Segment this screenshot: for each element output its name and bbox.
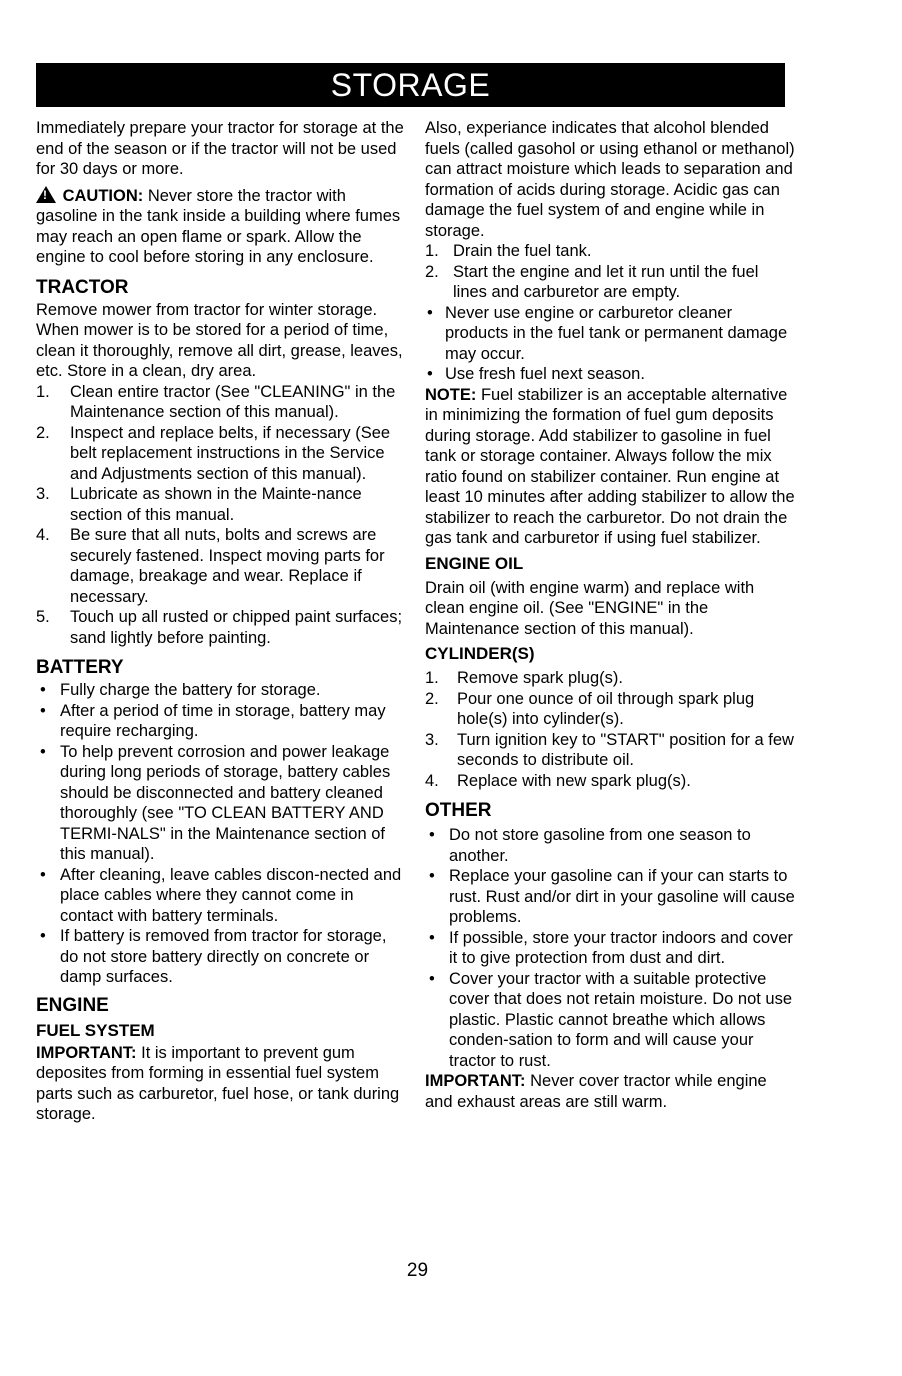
alcohol-fuel-paragraph: Also, experiance indicates that alcohol blended fuels (called gasohol or using ethanol or methanol) can attract moisture which leads to separation and formation of acids during storage. Acidic gas can damage the fuel system of and engine while in storage. — [425, 119, 795, 240]
battery-heading: BATTERY — [36, 657, 124, 678]
other-heading: OTHER — [425, 800, 492, 821]
list-item: • Use fresh fuel next season. — [427, 365, 645, 383]
list-item: • After cleaning, leave cables discon-nected and place cables where they cannot come in contact with battery terminals. — [40, 865, 402, 925]
right-column — [425, 118, 795, 1112]
list-item: 1. Drain the fuel tank. — [425, 242, 592, 260]
engine-heading: ENGINE — [36, 994, 109, 1016]
list-item: • If battery is removed from tractor for storage, do not store battery directly on concrete or damp surfaces. — [40, 927, 387, 986]
important-text: Never cover tractor while engine and exhaust areas are still warm. — [425, 1072, 767, 1111]
list-item: • Never use engine or carburetor cleaner products in the fuel tank or permanent damage may occur. — [427, 303, 788, 363]
list-item: 4. Be sure that all nuts, bolts and screws are securely fastened. Inspect moving parts for damage, breakage and wear. Replace if necessary. — [36, 526, 385, 606]
note-paragraph — [425, 385, 795, 549]
important-text: It is important to prevent gum deposites from forming in essential fuel system parts such as carburetor, fuel hose, or tank during storage. — [36, 1043, 400, 1123]
list-item: • Replace your gasoline can if your can starts to rust. Rust and/or dirt in your gasoline will cause problems. — [429, 867, 795, 926]
engine-oil-paragraph: Drain oil (with engine warm) and replace with clean engine oil. (See "ENGINE" in the Maintenance section of this manual). — [425, 578, 755, 638]
list-item: 2. Pour one ounce of oil through spark plug hole(s) into cylinder(s). — [425, 689, 755, 728]
important-label: IMPORTANT: — [425, 1072, 526, 1090]
battery-bullets-list — [36, 680, 408, 988]
important-label: IMPORTANT: — [36, 1043, 137, 1062]
list-item: 3. Turn ignition key to "START" position for a few seconds to distribute oil. — [425, 730, 794, 769]
important-paragraph — [36, 1043, 408, 1125]
list-item: 2. Inspect and replace belts, if necessary (See belt replacement instructions in the Service and Adjustments section of this manual). — [36, 423, 391, 483]
note-text: Fuel stabilizer is an acceptable alternative in minimizing the formation of fuel gum deposits during storage. Add stabilizer to gasoline in fuel tank or storage container. Always follow the mix ratio found on stabilizer container. Run engine at least 10 minutes after adding stabilizer to allow the stabilizer to reach the carburetor. Do not drain the gas tank and carburetor if using fuel stabilizer. — [425, 385, 795, 547]
caution-paragraph — [36, 186, 408, 268]
fuel-steps-list — [425, 241, 795, 303]
list-item: 1. Clean entire tractor (See "CLEANING" in the Maintenance section of this manual). — [36, 382, 396, 421]
list-item: • To help prevent corrosion and power leakage during long periods of storage, battery cables should be disconnected and battery cleaned thoroughly (see "TO CLEAN BATTERY AND TERMI-NALS" in the Maintenance section of this manual). — [40, 742, 391, 863]
intro-paragraph: Immediately prepare your tractor for storage at the end of the season or if the tractor will not be used for 30 days or more. — [36, 119, 404, 178]
fuel-system-heading: FUEL SYSTEM — [36, 1020, 155, 1040]
tractor-paragraph: Remove mower from tractor for winter storage. When mower is to be stored for a period of time, clean it thoroughly, remove all dirt, grease, leaves, etc. Store in a clean, dry area. — [36, 300, 403, 380]
left-column — [36, 118, 408, 1125]
list-item: • If possible, store your tractor indoors and cover it to give protection from dust and dirt. — [429, 928, 793, 967]
list-item: 1. Remove spark plug(s). — [425, 669, 623, 687]
list-item: 2. Start the engine and let it run until the fuel lines and carburetor are empty. — [425, 262, 759, 301]
cylinder-steps-list — [425, 668, 795, 791]
storage-title-banner: STORAGE — [36, 63, 785, 107]
caution-text: Never store the tractor with gasoline in the tank inside a building where fumes may reach an open flame or spark. Allow the engine to cool before storing in any enclosure. — [36, 186, 401, 266]
note-label: NOTE: — [425, 385, 477, 404]
list-item: 4. Replace with new spark plug(s). — [425, 771, 691, 790]
warning-triangle-icon — [36, 186, 56, 203]
cylinder-heading: CYLINDER(S) — [425, 644, 535, 663]
list-item: 5. Touch up all rusted or chipped paint surfaces; sand lightly before painting. — [36, 608, 403, 647]
tractor-heading: TRACTOR — [36, 276, 129, 298]
tractor-steps-list — [36, 382, 408, 649]
list-item: • After a period of time in storage, battery may require recharging. — [40, 701, 386, 740]
important-warm-paragraph — [425, 1071, 795, 1112]
caution-label: CAUTION: — [62, 186, 144, 205]
list-item: • Fully charge the battery for storage. — [40, 681, 321, 699]
list-item: • Do not store gasoline from one season to another. — [429, 826, 751, 865]
engine-oil-heading: ENGINE OIL — [425, 553, 524, 573]
list-item: 3. Lubricate as shown in the Mainte-nance section of this manual. — [36, 485, 362, 524]
fuel-bullets-list — [425, 303, 795, 385]
list-item: • Cover your tractor with a suitable protective cover that does not retain moisture. Do not use plastic. Plastic cannot breathe which allows conden-sation to form and will cause your tractor to rust. — [429, 969, 793, 1070]
other-bullets-list — [425, 825, 795, 1071]
page-number: 29 — [406, 1260, 429, 1281]
